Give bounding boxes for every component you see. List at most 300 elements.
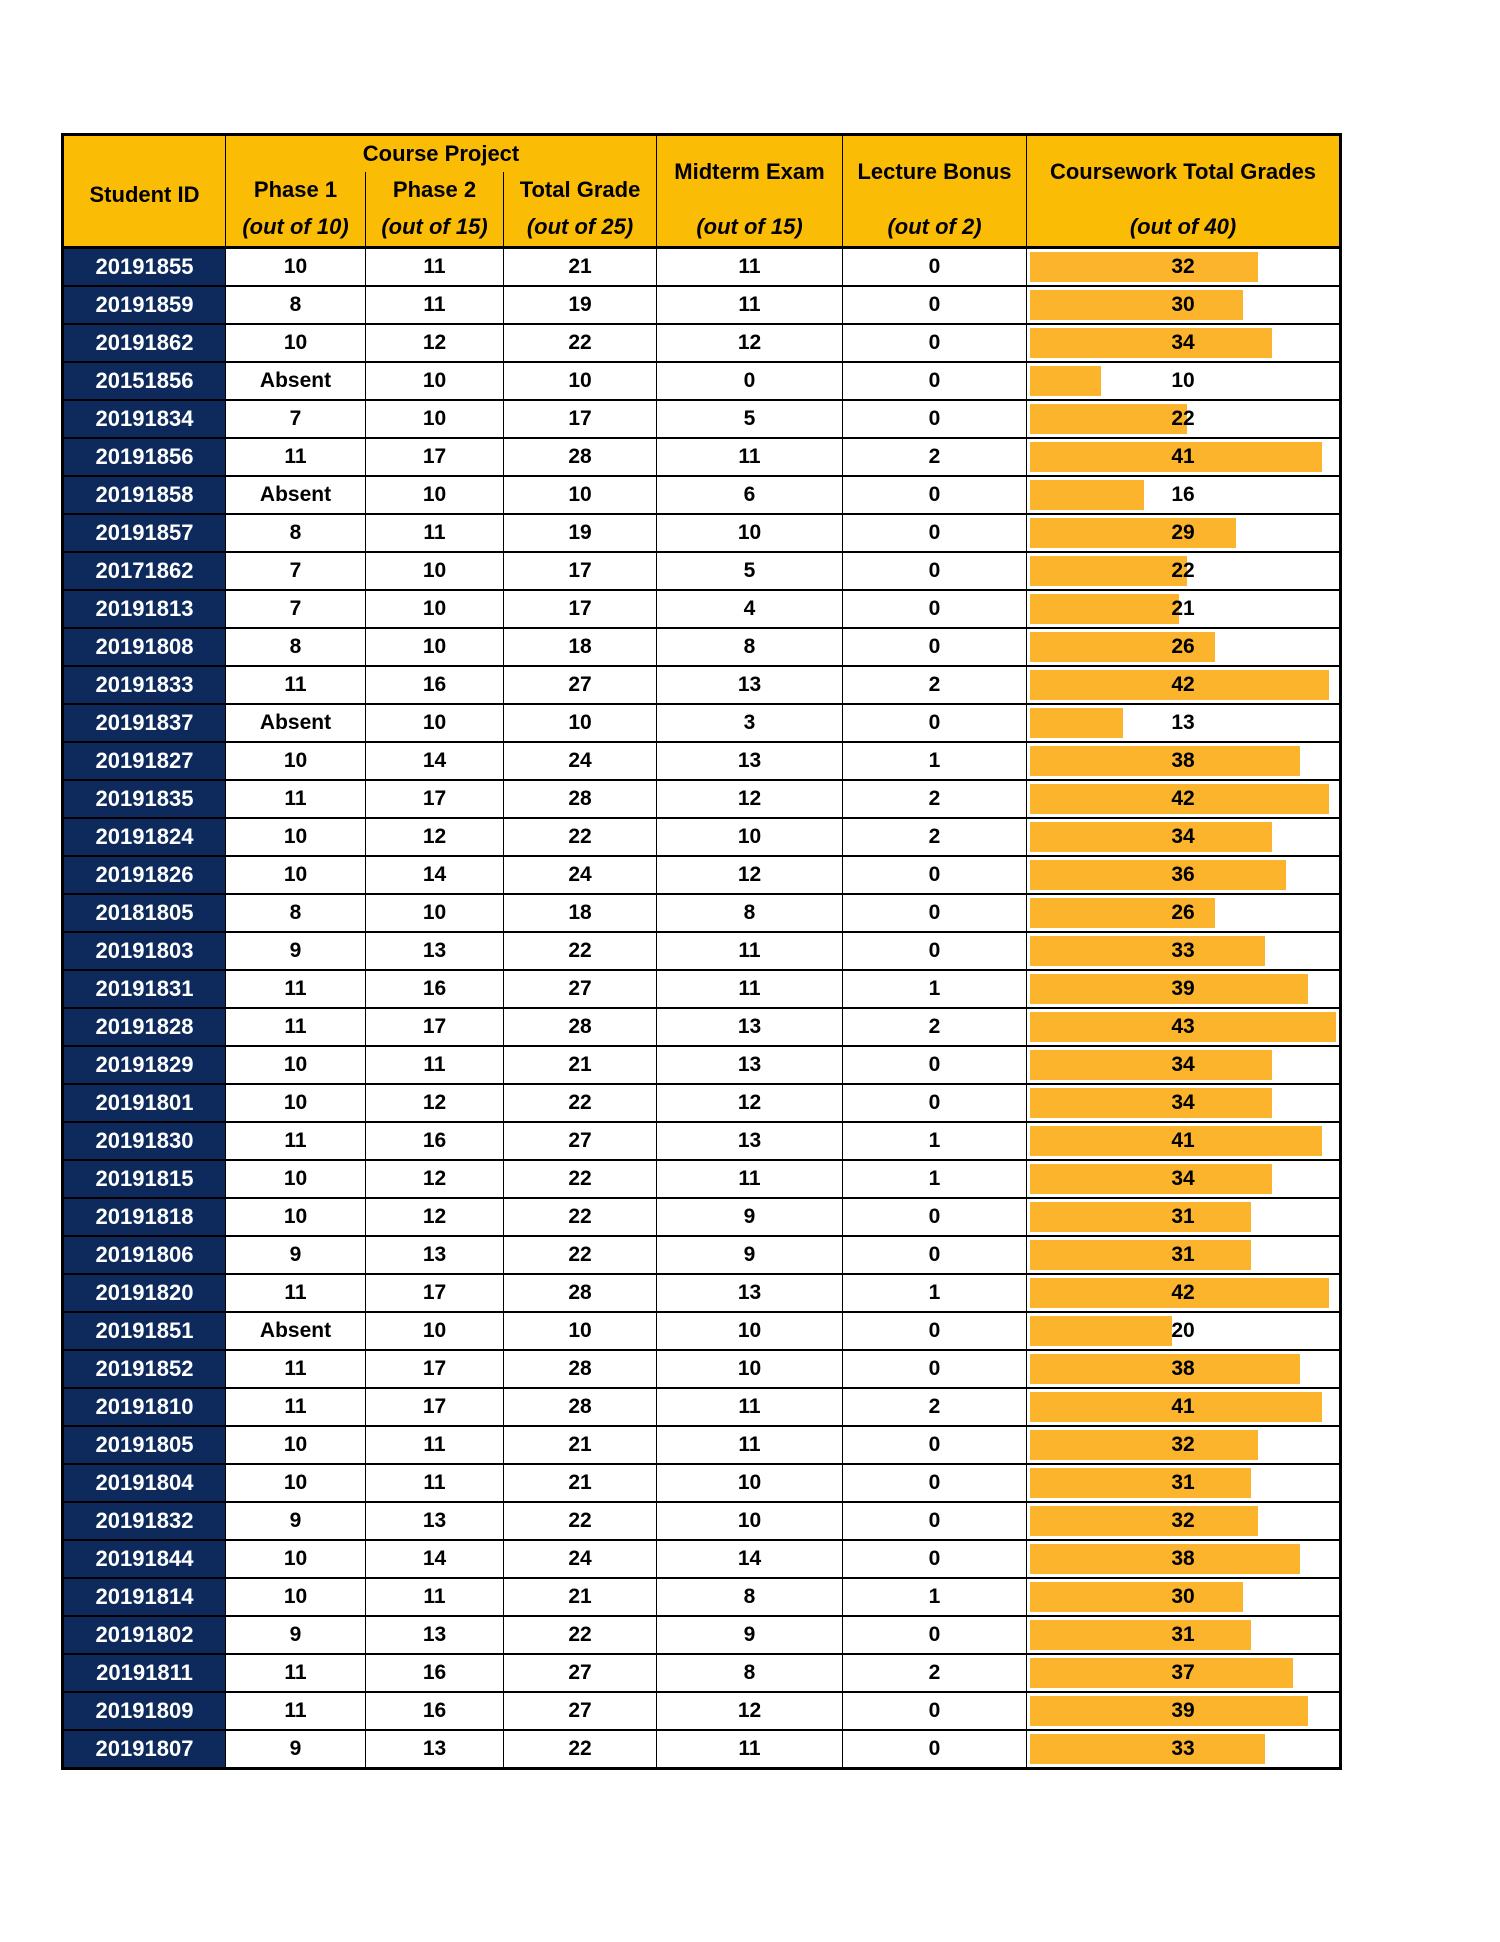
table-row — [63, 552, 1341, 590]
lecture-bonus-cell: 0 — [843, 856, 1027, 894]
midterm-cell: 10 — [657, 1502, 843, 1540]
student-id-cell: 20191803 — [63, 932, 226, 970]
midterm-cell: 4 — [657, 590, 843, 628]
data-bar — [1030, 404, 1187, 434]
project-total-cell: 28 — [504, 1388, 657, 1426]
phase1-cell: 8 — [226, 286, 366, 324]
lecture-bonus-cell: 0 — [843, 1540, 1027, 1578]
phase1-cell: 8 — [226, 894, 366, 932]
phase1-cell: 9 — [226, 1236, 366, 1274]
table-row — [63, 514, 1341, 552]
table-row — [63, 1236, 1341, 1274]
data-bar — [1030, 1354, 1300, 1384]
student-id-cell: 20191804 — [63, 1464, 226, 1502]
student-id-cell: 20191820 — [63, 1274, 226, 1312]
student-id-cell: 20191827 — [63, 742, 226, 780]
project-total-cell: 27 — [504, 970, 657, 1008]
header-coursework-total: Coursework Total Grades — [1027, 135, 1341, 209]
coursework-total-value: 29 — [1171, 521, 1195, 544]
coursework-total-cell — [1027, 1122, 1341, 1160]
phase1-cell: 11 — [226, 780, 366, 818]
coursework-total-value: 10 — [1171, 369, 1195, 392]
lecture-bonus-cell: 0 — [843, 400, 1027, 438]
coursework-total-value: 42 — [1171, 787, 1195, 810]
data-bar — [1030, 1088, 1272, 1118]
project-total-cell: 24 — [504, 742, 657, 780]
student-id-cell: 20151856 — [63, 362, 226, 400]
table-row — [63, 1692, 1341, 1730]
midterm-cell: 14 — [657, 1540, 843, 1578]
header-phase1: Phase 1 — [226, 172, 366, 208]
coursework-total-value: 34 — [1171, 825, 1195, 848]
data-bar — [1030, 1050, 1272, 1080]
midterm-cell: 9 — [657, 1236, 843, 1274]
midterm-cell: 10 — [657, 1312, 843, 1350]
project-total-cell: 22 — [504, 1616, 657, 1654]
project-total-cell: 28 — [504, 1274, 657, 1312]
coursework-total-cell — [1027, 400, 1341, 438]
phase2-cell: 17 — [366, 780, 504, 818]
project-total-cell: 10 — [504, 704, 657, 742]
phase2-cell: 13 — [366, 1236, 504, 1274]
student-id-cell: 20191835 — [63, 780, 226, 818]
lecture-bonus-cell: 0 — [843, 1426, 1027, 1464]
coursework-total-value: 36 — [1171, 863, 1195, 886]
midterm-cell: 5 — [657, 552, 843, 590]
project-total-cell: 19 — [504, 514, 657, 552]
phase2-cell: 14 — [366, 1540, 504, 1578]
table-row — [63, 590, 1341, 628]
phase1-cell: 7 — [226, 590, 366, 628]
coursework-total-value: 34 — [1171, 1167, 1195, 1190]
coursework-total-value: 34 — [1171, 1091, 1195, 1114]
lecture-bonus-cell: 2 — [843, 1388, 1027, 1426]
coursework-total-value: 41 — [1171, 445, 1195, 468]
table-row — [63, 286, 1341, 324]
student-id-cell: 20191832 — [63, 1502, 226, 1540]
phase2-cell: 10 — [366, 590, 504, 628]
midterm-cell: 8 — [657, 894, 843, 932]
table-row — [63, 818, 1341, 856]
lecture-bonus-cell: 0 — [843, 1046, 1027, 1084]
student-id-cell: 20191833 — [63, 666, 226, 704]
phase2-cell: 12 — [366, 1160, 504, 1198]
student-id-cell: 20191831 — [63, 970, 226, 1008]
midterm-cell: 8 — [657, 1654, 843, 1692]
coursework-total-cell — [1027, 286, 1341, 324]
header-coursework-out: (out of 40) — [1027, 208, 1341, 248]
phase1-cell: 11 — [226, 666, 366, 704]
lecture-bonus-cell: 0 — [843, 704, 1027, 742]
phase1-cell: 10 — [226, 1160, 366, 1198]
table-row — [63, 780, 1341, 818]
lecture-bonus-cell: 0 — [843, 514, 1027, 552]
table-row — [63, 666, 1341, 704]
table-row — [63, 704, 1341, 742]
lecture-bonus-cell: 2 — [843, 818, 1027, 856]
midterm-cell: 6 — [657, 476, 843, 514]
coursework-total-cell — [1027, 1502, 1341, 1540]
project-total-cell: 21 — [504, 248, 657, 287]
table-row — [63, 1616, 1341, 1654]
table-row — [63, 1160, 1341, 1198]
coursework-total-value: 21 — [1171, 597, 1195, 620]
phase1-cell: 11 — [226, 1274, 366, 1312]
data-bar — [1030, 1468, 1251, 1498]
phase1-cell: 10 — [226, 1540, 366, 1578]
data-bar — [1030, 252, 1258, 282]
student-id-cell: 20191844 — [63, 1540, 226, 1578]
coursework-total-cell — [1027, 1312, 1341, 1350]
student-id-cell: 20191801 — [63, 1084, 226, 1122]
phase2-cell: 10 — [366, 362, 504, 400]
lecture-bonus-cell: 0 — [843, 1350, 1027, 1388]
phase1-cell: 10 — [226, 248, 366, 287]
header-lecture-bonus: Lecture Bonus — [843, 135, 1027, 209]
data-bar — [1030, 746, 1300, 776]
coursework-total-cell — [1027, 666, 1341, 704]
lecture-bonus-cell: 2 — [843, 780, 1027, 818]
lecture-bonus-cell: 0 — [843, 1084, 1027, 1122]
table-row — [63, 1730, 1341, 1769]
lecture-bonus-cell: 2 — [843, 666, 1027, 704]
student-id-cell: 20191815 — [63, 1160, 226, 1198]
lecture-bonus-cell: 0 — [843, 362, 1027, 400]
table-row — [63, 400, 1341, 438]
data-bar — [1030, 290, 1243, 320]
project-total-cell: 22 — [504, 1198, 657, 1236]
phase2-cell: 11 — [366, 1464, 504, 1502]
phase1-cell: Absent — [226, 704, 366, 742]
project-total-cell: 22 — [504, 1502, 657, 1540]
coursework-total-value: 34 — [1171, 331, 1195, 354]
lecture-bonus-cell: 0 — [843, 476, 1027, 514]
coursework-total-cell — [1027, 932, 1341, 970]
student-id-cell: 20191829 — [63, 1046, 226, 1084]
data-bar — [1030, 556, 1187, 586]
student-id-cell: 20191814 — [63, 1578, 226, 1616]
phase1-cell: 11 — [226, 1388, 366, 1426]
phase2-cell: 12 — [366, 324, 504, 362]
lecture-bonus-cell: 0 — [843, 286, 1027, 324]
table-row — [63, 1350, 1341, 1388]
lecture-bonus-cell: 0 — [843, 628, 1027, 666]
phase2-cell: 12 — [366, 1084, 504, 1122]
coursework-total-cell — [1027, 1388, 1341, 1426]
phase2-cell: 10 — [366, 1312, 504, 1350]
phase2-cell: 10 — [366, 704, 504, 742]
phase1-cell: 10 — [226, 1426, 366, 1464]
student-id-cell: 20191805 — [63, 1426, 226, 1464]
table-row — [63, 1578, 1341, 1616]
phase1-cell: 8 — [226, 514, 366, 552]
coursework-total-cell — [1027, 1578, 1341, 1616]
phase2-cell: 10 — [366, 894, 504, 932]
lecture-bonus-cell: 0 — [843, 1312, 1027, 1350]
table-row — [63, 476, 1341, 514]
table-row — [63, 1198, 1341, 1236]
data-bar — [1030, 366, 1101, 396]
phase1-cell: 10 — [226, 1464, 366, 1502]
lecture-bonus-cell: 0 — [843, 324, 1027, 362]
project-total-cell: 21 — [504, 1426, 657, 1464]
student-id-cell: 20191851 — [63, 1312, 226, 1350]
student-id-cell: 20191811 — [63, 1654, 226, 1692]
midterm-cell: 11 — [657, 1160, 843, 1198]
coursework-total-value: 43 — [1171, 1015, 1195, 1038]
header-phase2: Phase 2 — [366, 172, 504, 208]
coursework-total-cell — [1027, 1046, 1341, 1084]
phase1-cell: 11 — [226, 970, 366, 1008]
phase1-cell: 7 — [226, 552, 366, 590]
coursework-total-cell — [1027, 818, 1341, 856]
coursework-total-cell — [1027, 1426, 1341, 1464]
phase2-cell: 17 — [366, 1008, 504, 1046]
lecture-bonus-cell: 2 — [843, 1654, 1027, 1692]
coursework-total-cell — [1027, 1160, 1341, 1198]
table-row — [63, 1464, 1341, 1502]
data-bar — [1030, 1506, 1258, 1536]
coursework-total-value: 39 — [1171, 977, 1195, 1000]
project-total-cell: 17 — [504, 590, 657, 628]
phase1-cell: Absent — [226, 1312, 366, 1350]
project-total-cell: 22 — [504, 1160, 657, 1198]
coursework-total-value: 30 — [1171, 1585, 1195, 1608]
phase1-cell: 9 — [226, 932, 366, 970]
lecture-bonus-cell: 0 — [843, 1730, 1027, 1769]
midterm-cell: 9 — [657, 1616, 843, 1654]
lecture-bonus-cell: 2 — [843, 1008, 1027, 1046]
phase2-cell: 17 — [366, 1388, 504, 1426]
coursework-total-value: 34 — [1171, 1053, 1195, 1076]
project-total-cell: 18 — [504, 628, 657, 666]
phase2-cell: 17 — [366, 1274, 504, 1312]
phase2-cell: 11 — [366, 514, 504, 552]
header-bonus-out: (out of 2) — [843, 208, 1027, 248]
project-total-cell: 10 — [504, 362, 657, 400]
coursework-total-value: 38 — [1171, 749, 1195, 772]
header-empty — [63, 208, 226, 248]
coursework-total-value: 33 — [1171, 939, 1195, 962]
midterm-cell: 13 — [657, 1046, 843, 1084]
project-total-cell: 28 — [504, 438, 657, 476]
project-total-cell: 10 — [504, 1312, 657, 1350]
coursework-total-value: 13 — [1171, 711, 1195, 734]
table-row — [63, 324, 1341, 362]
coursework-total-value: 41 — [1171, 1395, 1195, 1418]
coursework-total-value: 42 — [1171, 673, 1195, 696]
project-total-cell: 22 — [504, 932, 657, 970]
project-total-cell: 28 — [504, 780, 657, 818]
midterm-cell: 12 — [657, 1692, 843, 1730]
coursework-total-cell — [1027, 856, 1341, 894]
coursework-total-cell — [1027, 552, 1341, 590]
phase2-cell: 16 — [366, 970, 504, 1008]
phase1-cell: 10 — [226, 1198, 366, 1236]
project-total-cell: 27 — [504, 1122, 657, 1160]
midterm-cell: 13 — [657, 742, 843, 780]
phase2-cell: 16 — [366, 1654, 504, 1692]
data-bar — [1030, 328, 1272, 358]
project-total-cell: 27 — [504, 1654, 657, 1692]
phase1-cell: 11 — [226, 1350, 366, 1388]
project-total-cell: 19 — [504, 286, 657, 324]
phase2-cell: 17 — [366, 438, 504, 476]
project-total-cell: 22 — [504, 818, 657, 856]
coursework-total-cell — [1027, 1236, 1341, 1274]
data-bar — [1030, 822, 1272, 852]
project-total-cell: 10 — [504, 476, 657, 514]
table-row — [63, 362, 1341, 400]
coursework-total-cell — [1027, 1540, 1341, 1578]
coursework-total-cell — [1027, 476, 1341, 514]
data-bar — [1030, 1544, 1300, 1574]
student-id-cell: 20191855 — [63, 248, 226, 287]
student-id-cell: 20191862 — [63, 324, 226, 362]
coursework-total-cell — [1027, 704, 1341, 742]
coursework-total-cell — [1027, 248, 1341, 287]
phase2-cell: 11 — [366, 1426, 504, 1464]
student-id-cell: 20181805 — [63, 894, 226, 932]
data-bar — [1030, 518, 1236, 548]
coursework-total-value: 37 — [1171, 1661, 1195, 1684]
table-row — [63, 1502, 1341, 1540]
header-midterm: Midterm Exam — [657, 135, 843, 209]
table-row — [63, 970, 1341, 1008]
data-bar — [1030, 1240, 1251, 1270]
phase2-cell: 10 — [366, 628, 504, 666]
data-bar — [1030, 860, 1286, 890]
lecture-bonus-cell: 0 — [843, 1464, 1027, 1502]
phase1-cell: 8 — [226, 628, 366, 666]
phase2-cell: 16 — [366, 1692, 504, 1730]
midterm-cell: 3 — [657, 704, 843, 742]
lecture-bonus-cell: 1 — [843, 1578, 1027, 1616]
coursework-total-cell — [1027, 1692, 1341, 1730]
phase1-cell: 10 — [226, 1578, 366, 1616]
phase2-cell: 14 — [366, 742, 504, 780]
phase1-cell: Absent — [226, 362, 366, 400]
phase1-cell: Absent — [226, 476, 366, 514]
coursework-total-cell — [1027, 970, 1341, 1008]
table-row — [63, 742, 1341, 780]
phase2-cell: 13 — [366, 1616, 504, 1654]
student-id-cell: 20191813 — [63, 590, 226, 628]
coursework-total-value: 30 — [1171, 293, 1195, 316]
coursework-total-cell — [1027, 1274, 1341, 1312]
coursework-total-cell — [1027, 438, 1341, 476]
lecture-bonus-cell: 0 — [843, 1502, 1027, 1540]
coursework-total-value: 20 — [1171, 1319, 1195, 1342]
phase1-cell: 11 — [226, 1008, 366, 1046]
lecture-bonus-cell: 1 — [843, 1160, 1027, 1198]
midterm-cell: 12 — [657, 324, 843, 362]
lecture-bonus-cell: 0 — [843, 552, 1027, 590]
coursework-total-cell — [1027, 324, 1341, 362]
data-bar — [1030, 1620, 1251, 1650]
student-id-cell: 20191856 — [63, 438, 226, 476]
phase2-cell: 13 — [366, 1502, 504, 1540]
student-id-cell: 20191859 — [63, 286, 226, 324]
project-total-cell: 21 — [504, 1464, 657, 1502]
lecture-bonus-cell: 1 — [843, 970, 1027, 1008]
table-row — [63, 1426, 1341, 1464]
phase2-cell: 11 — [366, 286, 504, 324]
student-id-cell: 20191830 — [63, 1122, 226, 1160]
lecture-bonus-cell: 0 — [843, 1198, 1027, 1236]
coursework-total-value: 16 — [1171, 483, 1195, 506]
project-total-cell: 27 — [504, 666, 657, 704]
student-id-cell: 20191802 — [63, 1616, 226, 1654]
table-body — [63, 248, 1341, 1769]
midterm-cell: 13 — [657, 1008, 843, 1046]
project-total-cell: 18 — [504, 894, 657, 932]
table-row — [63, 1312, 1341, 1350]
header-total-out: (out of 25) — [504, 208, 657, 248]
table-row — [63, 1122, 1341, 1160]
table-row — [63, 1084, 1341, 1122]
midterm-cell: 11 — [657, 932, 843, 970]
phase2-cell: 12 — [366, 818, 504, 856]
coursework-total-value: 32 — [1171, 1509, 1195, 1532]
coursework-total-value: 22 — [1171, 559, 1195, 582]
phase2-cell: 16 — [366, 666, 504, 704]
data-bar — [1030, 1430, 1258, 1460]
midterm-cell: 11 — [657, 248, 843, 287]
coursework-total-cell — [1027, 1616, 1341, 1654]
midterm-cell: 8 — [657, 1578, 843, 1616]
table-row — [63, 932, 1341, 970]
student-id-cell: 20191809 — [63, 1692, 226, 1730]
data-bar — [1030, 1582, 1243, 1612]
phase2-cell: 12 — [366, 1198, 504, 1236]
midterm-cell: 11 — [657, 438, 843, 476]
data-bar — [1030, 1164, 1272, 1194]
phase2-cell: 10 — [366, 400, 504, 438]
lecture-bonus-cell: 0 — [843, 248, 1027, 287]
phase1-cell: 10 — [226, 324, 366, 362]
student-id-cell: 20191857 — [63, 514, 226, 552]
coursework-total-cell — [1027, 1084, 1341, 1122]
student-id-cell: 20191858 — [63, 476, 226, 514]
lecture-bonus-cell: 2 — [843, 438, 1027, 476]
project-total-cell: 28 — [504, 1008, 657, 1046]
table-row — [63, 1654, 1341, 1692]
midterm-cell: 0 — [657, 362, 843, 400]
midterm-cell: 11 — [657, 970, 843, 1008]
coursework-total-cell — [1027, 514, 1341, 552]
student-id-cell: 20191818 — [63, 1198, 226, 1236]
coursework-total-value: 32 — [1171, 255, 1195, 278]
table-header — [63, 135, 1341, 248]
phase2-cell: 14 — [366, 856, 504, 894]
phase1-cell: 10 — [226, 1046, 366, 1084]
header-course-project: Course Project — [226, 135, 657, 173]
project-total-cell: 22 — [504, 1084, 657, 1122]
phase1-cell: 10 — [226, 856, 366, 894]
student-id-cell: 20191807 — [63, 1730, 226, 1769]
student-id-cell: 20191837 — [63, 704, 226, 742]
project-total-cell: 21 — [504, 1578, 657, 1616]
coursework-total-cell — [1027, 1464, 1341, 1502]
header-phase2-out: (out of 15) — [366, 208, 504, 248]
coursework-total-cell — [1027, 362, 1341, 400]
coursework-total-cell — [1027, 1350, 1341, 1388]
midterm-cell: 10 — [657, 818, 843, 856]
coursework-total-value: 31 — [1171, 1623, 1195, 1646]
project-total-cell: 17 — [504, 552, 657, 590]
student-id-cell: 20171862 — [63, 552, 226, 590]
